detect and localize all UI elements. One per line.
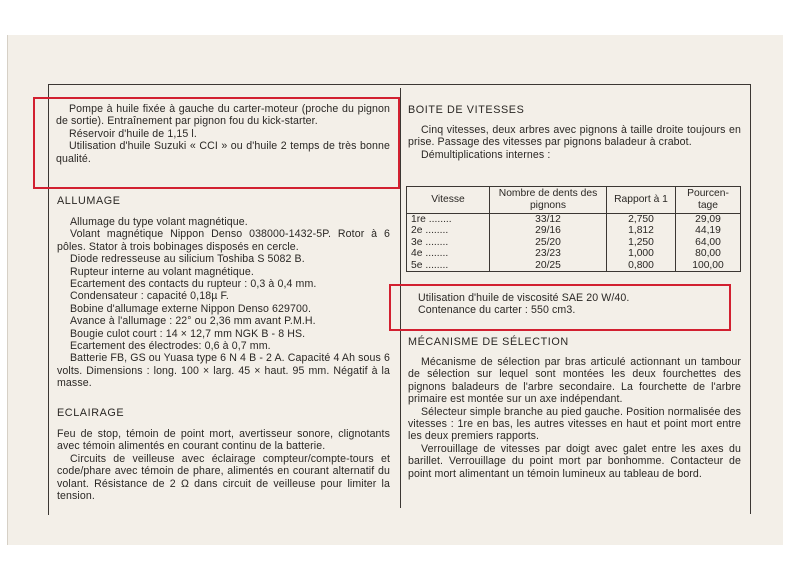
allumage-line: Batterie FB, GS ou Yuasa type 6 N 4 B - 2 A. Capacité 4 Ah sous 6 volts. Dimensions : long. 100 × larg. 45 × haut. 95 mm. Négatif à la masse. xyxy=(57,352,390,390)
viscosite-text: Utilisation d'huile de viscosité SAE 20 W/40. xyxy=(418,292,630,304)
eclairage-heading: ECLAIRAGE xyxy=(57,407,125,419)
allumage-line: Ecartement des électrodes: 0,6 à 0,7 mm. xyxy=(70,340,271,353)
cell-pct: 44,19 xyxy=(676,225,741,236)
eclairage-line: Feu de stop, témoin de point mort, avertisseur sonore, clignotants avec témoin alimentés en courant continu de la batterie. xyxy=(57,428,390,453)
highlight-box-huile xyxy=(389,284,731,331)
cell-rapport: 0,800 xyxy=(607,260,676,272)
cell-dents: 23/23 xyxy=(490,248,607,259)
cell-dents: 29/16 xyxy=(490,225,607,236)
cell-pct: 29,09 xyxy=(676,214,741,226)
meca-section xyxy=(408,356,741,480)
contenance-text: Contenance du carter : 550 cm3. xyxy=(418,304,576,317)
cell-dents: 25/20 xyxy=(490,237,607,248)
cell-rapport: 1,812 xyxy=(607,225,676,236)
table-row xyxy=(407,237,741,248)
allumage-line: Bougie culot court : 14 × 12,7 mm NGK B - 8 HS. xyxy=(70,327,306,340)
allumage-line: Rupteur interne au volant magnétique. xyxy=(70,265,254,278)
eclairage-section xyxy=(57,428,390,512)
eclairage-line: Circuits de veilleuse avec éclairage compteur/compte-tours et code/phare avec témoin de phare, alimentés en courant alternatif du volant. Résistance de 2 Ω dans circuit de veilleuse pour limiter la tension. xyxy=(57,452,390,503)
cell-vitesse: 5e ........ xyxy=(407,260,490,272)
cell-dents: 33/12 xyxy=(490,214,607,226)
col-pourcentage: Pourcen-tage xyxy=(676,187,741,214)
cell-rapport: 2,750 xyxy=(607,214,676,226)
highlight-box-pompe xyxy=(33,97,400,189)
reservoir-text: Réservoir d'huile de 1,15 l. xyxy=(69,127,197,140)
allumage-line: Bobine d'allumage externe Nippon Denso 629700. xyxy=(70,302,312,315)
boite-intro: Cinq vitesses, deux arbres avec pignons à taille droite toujours en prise. Passage des vitesses par pignons baladeur à crabot. xyxy=(408,124,741,149)
meca-heading: MÉCANISME DE SÉLECTION xyxy=(408,336,569,348)
huile-text: Utilisation d'huile Suzuki « CCI » ou d'huile 2 temps de très bonne qualité. xyxy=(56,140,390,165)
table-row xyxy=(407,214,741,226)
allumage-line: Ecartement des contacts du rupteur : 0,3 à 0,4 mm. xyxy=(70,278,317,291)
cell-dents: 20/25 xyxy=(490,260,607,272)
cell-vitesse: 4e ........ xyxy=(407,248,490,259)
col-dents: Nombre de dents des pignons xyxy=(490,187,607,214)
col-vitesse: Vitesse xyxy=(407,187,490,214)
table-row xyxy=(407,248,741,259)
gear-ratio-table xyxy=(406,186,741,272)
allumage-line: Condensateur : capacité 0,18µ F. xyxy=(70,290,229,303)
cell-pct: 100,00 xyxy=(676,260,741,272)
allumage-section xyxy=(57,216,390,390)
allumage-heading: ALLUMAGE xyxy=(57,195,121,207)
pompe-text: Pompe à huile fixée à gauche du carter-moteur (proche du pignon de sortie). Entraînement par pignon fou du kick-starter. xyxy=(56,103,390,128)
allumage-line: Allumage du type volant magnétique. xyxy=(70,216,248,228)
allumage-line: Volant magnétique Nippon Denso 038000-1432-5P. Rotor à 6 pôles. Stator à trois bobinages disposés en cercle. xyxy=(57,228,390,253)
boite-heading: BOITE DE VITESSES xyxy=(408,104,525,116)
cell-pct: 80,00 xyxy=(676,248,741,259)
cell-rapport: 1,000 xyxy=(607,248,676,259)
meca-line: Verrouillage de vitesses par doigt avec galet entre les axes du barillet. Verrouillage du point mort par bonhomme. Contacteur de point mort alimentant un témoin lumineux au tableau de bord. xyxy=(408,442,741,480)
cell-rapport: 1,250 xyxy=(607,237,676,248)
right-border xyxy=(750,84,751,514)
cell-vitesse: 3e ........ xyxy=(407,237,490,248)
meca-line: Mécanisme de sélection par bras articulé actionnant un tambour de sélection sur lequel sont montées les deux fourchettes des pignons baladeurs de l'arbre secondaire. La fourchette de l'arbre primaire est montée sur un axe indépendant. xyxy=(408,356,741,406)
col-rapport: Rapport à 1 xyxy=(607,187,676,214)
cell-pct: 64,00 xyxy=(676,237,741,248)
demult-label: Démultiplications internes : xyxy=(421,148,551,161)
cell-vitesse: 2e ........ xyxy=(407,225,490,236)
meca-line: Sélecteur simple branche au pied gauche. Position normalisée des vitesses : 1re en bas, les autres vitesses en haut et point mort entre les deux premiers rapports. xyxy=(408,405,741,443)
cell-vitesse: 1re ........ xyxy=(407,214,490,226)
table-row xyxy=(407,260,741,272)
boite-section xyxy=(408,124,741,161)
table-row xyxy=(407,225,741,236)
allumage-line: Diode redresseuse au silicium Toshiba S 5082 B. xyxy=(70,253,305,266)
allumage-line: Avance à l'allumage : 22° ou 2,36 mm avant P.M.H. xyxy=(70,315,316,328)
